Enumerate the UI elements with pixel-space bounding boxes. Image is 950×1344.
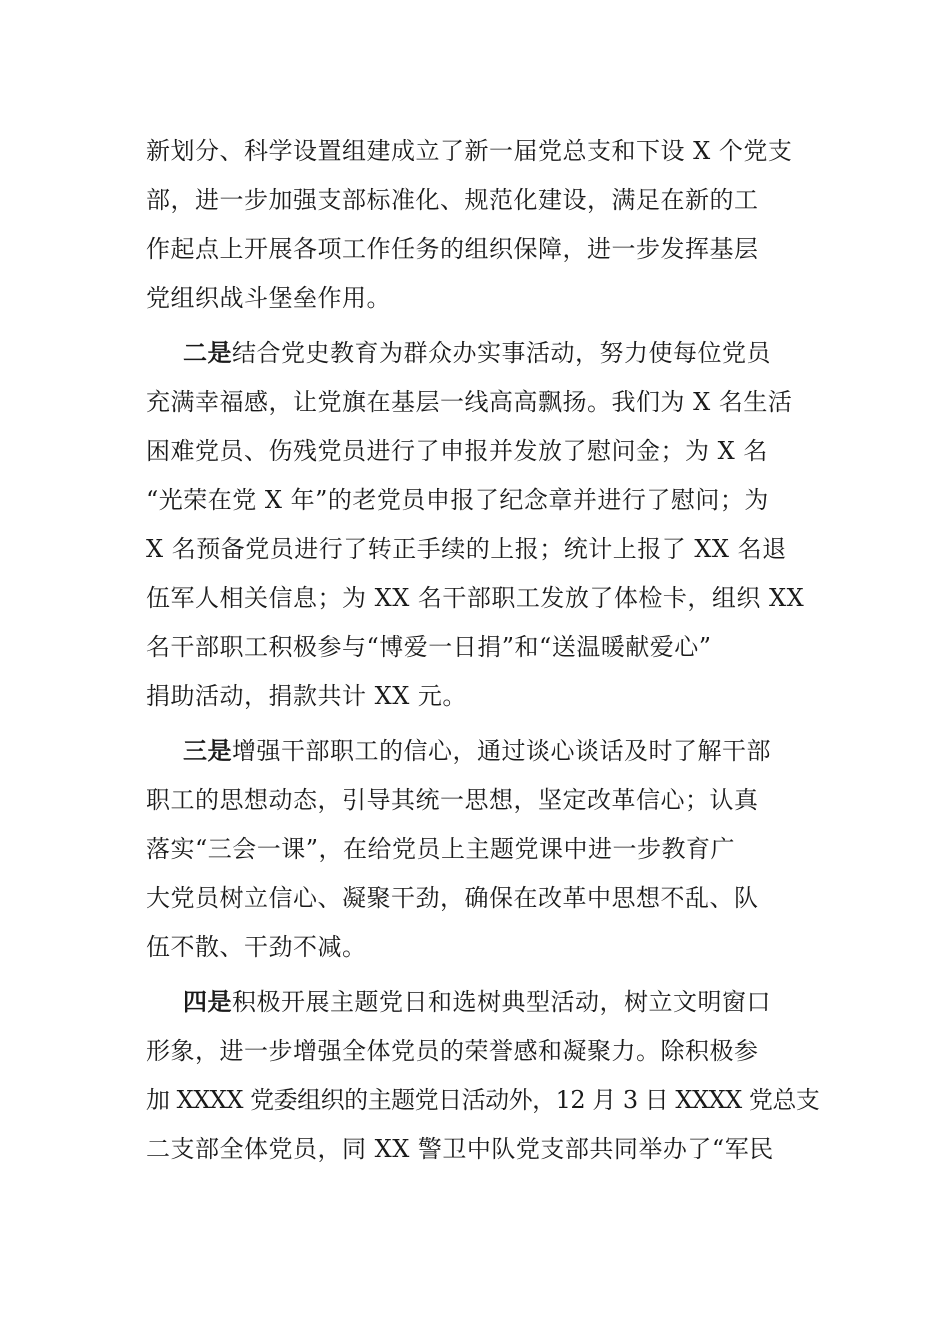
paragraph-line: 形象，进一步增强全体党员的荣誉感和凝聚力。除积极参 (146, 1037, 759, 1065)
paragraph-line: “光荣在党 X 年”的老党员申报了纪念章并进行了慰问；为 (146, 486, 769, 514)
paragraph-line: X 名预备党员进行了转正手续的上报；统计上报了 XX 名退 (146, 535, 787, 563)
paragraph-line: 党组织战斗堡垒作用。 (146, 284, 391, 312)
paragraph-line: 三是增强干部职工的信心，通过谈心谈话及时了解干部 (183, 736, 771, 765)
paragraph-line: 落实“三会一课”，在给党员上主题党课中进一步教育广 (146, 835, 736, 863)
paragraph-line: 伍不散、干劲不减。 (146, 933, 367, 961)
paragraph-line: 捐助活动，捐款共计 XX 元。 (146, 682, 467, 710)
paragraph-line: 名干部职工积极参与“博爱一日捐”和“送温暖献爱心” (146, 633, 712, 661)
paragraph-line: 大党员树立信心、凝聚干劲，确保在改革中思想不乱、队 (146, 884, 759, 912)
paragraph-lead: 四是 (183, 987, 232, 1016)
paragraph-line: 新划分、科学设置组建成立了新一届党总支和下设 X 个党支 (146, 137, 793, 165)
paragraph-line: 二支部全体党员，同 XX 警卫中队党支部共同举办了“军民 (146, 1135, 774, 1163)
paragraph-line: 二是结合党史教育为群众办实事活动，努力使每位党员 (183, 338, 771, 367)
paragraph-line: 困难党员、伤残党员进行了申报并发放了慰问金；为 X 名 (146, 437, 768, 465)
paragraph-line: 充满幸福感，让党旗在基层一线高高飘扬。我们为 X 名生活 (146, 388, 793, 416)
paragraph-line: 加 XXXX 党委组织的主题党日活动外，12 月 3 日 XXXX 党总支 (146, 1086, 820, 1114)
paragraph-line: 作起点上开展各项工作任务的组织保障，进一步发挥基层 (146, 235, 759, 263)
paragraph-line: 伍军人相关信息；为 XX 名干部职工发放了体检卡，组织 XX (146, 584, 805, 612)
paragraph-lead: 二是 (183, 338, 232, 367)
paragraph-line: 四是积极开展主题党日和选树典型活动，树立文明窗口 (183, 987, 771, 1016)
paragraph-line: 职工的思想动态，引导其统一思想，坚定改革信心；认真 (146, 786, 759, 814)
paragraph-lead: 三是 (183, 736, 232, 765)
paragraph-line: 部，进一步加强支部标准化、规范化建设，满足在新的工 (146, 186, 759, 214)
